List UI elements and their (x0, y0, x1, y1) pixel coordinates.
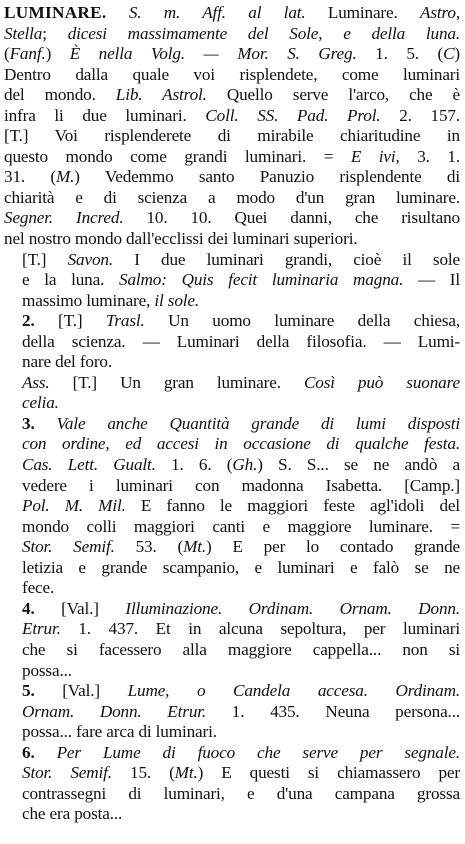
text-line (4, 65, 460, 86)
text-run: [T.] (34, 311, 106, 331)
entry-paragraph (4, 681, 460, 743)
text-run: fece. (22, 578, 55, 598)
text-line (4, 270, 460, 291)
text-line (4, 537, 460, 558)
text-run: Pol. M. Mil. (22, 496, 126, 516)
text-run: 2. (22, 311, 35, 331)
text-run: 1. 437. Et in alcuna sepoltura, per luminari (60, 619, 460, 639)
text-run: Dentro dalla quale voi risplendete, come luminari (4, 64, 460, 84)
text-line (4, 311, 460, 332)
text-run: ) E per lo contado grande (206, 537, 460, 557)
text-line (4, 763, 460, 784)
text-line (4, 373, 460, 394)
text-run: ) E questi si chiamassero per (197, 763, 460, 783)
entry-paragraph (4, 3, 460, 250)
text-run: 53. ( (114, 537, 184, 557)
text-run: vedere i luminari con madonna Isabetta. [Camp.] (22, 475, 460, 495)
text-line (4, 291, 460, 312)
text-line (4, 804, 460, 825)
entry-paragraph (4, 250, 460, 312)
text-run: e la luna. (22, 270, 120, 290)
text-line (4, 722, 460, 743)
text-line (4, 434, 460, 455)
text-run: mondo colli maggiori canti e maggiore luminare. = (22, 516, 460, 536)
text-run: 15. ( (111, 763, 175, 783)
dictionary-entry-luminare (4, 3, 460, 825)
text-run: letizia e grande scampanio, e luminari e falò se ne (22, 557, 460, 577)
text-run: Ass. (22, 372, 50, 392)
text-line (4, 578, 460, 599)
text-run: ) (45, 44, 70, 64)
text-run: con ordine, ed accesi in occasione di qualche festa. (22, 434, 460, 454)
text-run: Luminare. (305, 3, 420, 22)
text-run: 31. ( (4, 167, 56, 187)
text-line (4, 599, 460, 620)
text-line (4, 702, 460, 723)
text-run: che era posta... (22, 804, 123, 824)
text-line (4, 24, 460, 45)
text-line (4, 126, 460, 147)
text-run: Stor. Semif. (22, 537, 115, 557)
text-run: Lib. Astrol. (115, 85, 207, 105)
text-run: [Val.] (34, 681, 128, 701)
text-run: Salmo: Quis fecit luminaria magna. (119, 270, 404, 290)
text-run: celia. (22, 393, 59, 413)
text-line (4, 558, 460, 579)
text-run: ) S. S... se ne andò a (257, 455, 460, 475)
text-run: contrassegni di luminari, e d'una campana grossa (22, 783, 460, 803)
text-line (4, 496, 460, 517)
entry-paragraph (4, 373, 460, 414)
text-run: Savon. (67, 249, 113, 269)
entry-paragraph (4, 311, 460, 373)
text-line (4, 188, 460, 209)
text-line (4, 743, 460, 764)
text-run: Per Lume di fuoco che serve per segnale. (34, 742, 460, 762)
text-line (4, 619, 460, 640)
entry-paragraph (4, 414, 460, 599)
text-run: Mt. (174, 763, 198, 783)
text-line (4, 393, 460, 414)
text-line (4, 332, 460, 353)
text-run: che si facessero alla maggiore cappella... non si (22, 639, 460, 659)
text-run: 5. (22, 681, 35, 701)
text-run: Cas. Lett. Gualt. (22, 455, 156, 475)
text-run: 10. 10. Quei danni, che risultano (123, 208, 460, 228)
text-run: 6. (22, 742, 35, 762)
text-line (4, 661, 460, 682)
text-run: 1. 5. ( (356, 44, 444, 64)
text-run: [T.] Un gran luminare. (49, 372, 304, 392)
text-line (4, 229, 460, 250)
text-run: Fanf. (9, 44, 46, 64)
text-run: infra li due luminari. (4, 105, 206, 125)
text-run: [T.] Voi risplenderete di mirabile chiaritudine in (4, 126, 460, 146)
text-line (4, 250, 460, 271)
text-run: , 3. 1. (395, 146, 460, 166)
text-run: Illuminazione. Ordinam. Ornam. Donn. (125, 598, 460, 618)
text-run: Segner. Incred. (4, 208, 124, 228)
text-run: E fanno le maggiori feste agl'idoli del (125, 496, 460, 516)
text-run: Trasl. (105, 311, 145, 331)
text-run: Etrur. (22, 619, 61, 639)
text-run: M. (55, 167, 75, 187)
text-run: chiarità e di scienza a modo d'un gran luminare. (4, 187, 460, 207)
text-run: — Il (403, 270, 461, 290)
text-line (4, 640, 460, 661)
text-run: nel nostro mondo dall'ecclissi dei luminari superiori. (4, 229, 358, 249)
entry-paragraph (4, 599, 460, 681)
text-run: Astro, (419, 3, 460, 22)
text-run: [Val.] (34, 598, 126, 618)
text-line (4, 784, 460, 805)
text-line (4, 414, 460, 435)
text-run: 4. (22, 598, 35, 618)
text-run: È nella Volg. — Mor. S. Greg. (69, 44, 357, 64)
text-run: massimo luminare, (22, 290, 155, 310)
text-run: 1. 6. ( (155, 455, 233, 475)
text-run: ( (4, 44, 10, 64)
text-run: nare del foro. (22, 352, 112, 372)
text-run: C (443, 44, 455, 64)
text-run: possa... fare arca di luminari. (22, 722, 217, 742)
text-line (4, 455, 460, 476)
text-line (4, 85, 460, 106)
text-run: Stella (4, 23, 43, 43)
text-run: Ornam. Donn. Etrur. (22, 701, 207, 721)
text-line (4, 476, 460, 497)
text-run: Vale anche Quantità grande di lumi disposti (34, 413, 460, 433)
text-run: 2. 157. (380, 105, 460, 125)
text-run: Gh. (232, 455, 258, 475)
text-run: S. m. Aff. al lat. (106, 3, 306, 22)
text-line (4, 3, 460, 24)
text-run: Mt. (183, 537, 207, 557)
text-run: 3. (22, 413, 35, 433)
headword: LUMINARE. (4, 3, 107, 22)
text-run: Quello serve l'arco, che è (206, 85, 461, 105)
text-run: Lume, o Candela accesa. Ordinam. (127, 681, 460, 701)
text-run: 1. 435. Neuna persona... (206, 701, 460, 721)
text-line (4, 147, 460, 168)
text-run: [T.] (22, 249, 68, 269)
text-line (4, 167, 460, 188)
text-run: della scienza. — Luminari della filosofia. — Lumi- (22, 331, 460, 351)
text-run: ; (42, 23, 68, 43)
text-line (4, 106, 460, 127)
text-run: Coll. SS. Pad. Prol. (205, 105, 381, 125)
text-run: possa... (22, 660, 72, 680)
text-run: dicesi massimamente del Sole, e della luna. (67, 23, 460, 43)
text-run: E ivi (350, 146, 396, 166)
text-run: Stor. Semif. (22, 763, 112, 783)
text-line (4, 681, 460, 702)
text-run: Un uomo luminare della chiesa, (144, 311, 460, 331)
text-run: Così può suonare (303, 372, 461, 392)
text-line (4, 352, 460, 373)
text-run: I due luminari grandi, cioè il sole (113, 249, 460, 269)
text-run: ) Vedemmo santo Panuzio risplendente di (74, 167, 460, 187)
text-line (4, 208, 460, 229)
entry-paragraph (4, 743, 460, 825)
text-run: del mondo. (4, 85, 116, 105)
text-run: il sole. (154, 290, 200, 310)
text-run: questo mondo come grandi luminari. = (4, 146, 351, 166)
text-run: ) (454, 44, 460, 64)
text-line (4, 517, 460, 538)
text-line (4, 44, 460, 65)
